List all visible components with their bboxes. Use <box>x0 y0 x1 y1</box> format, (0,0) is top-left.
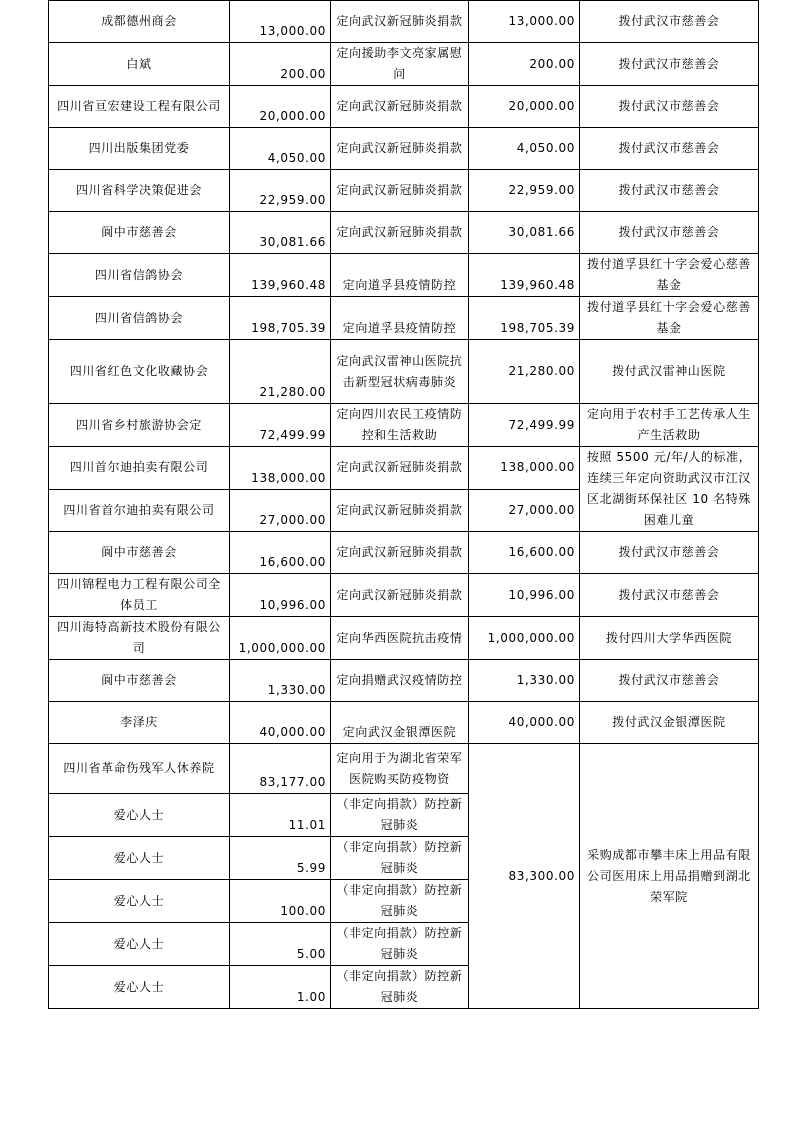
allocated-cell: 83,300.00 <box>469 744 580 1009</box>
donor-cell: 爱心人士 <box>49 923 230 966</box>
purpose-cell: 定向武汉新冠肺炎捐款 <box>331 86 469 128</box>
donor-cell: 阆中市慈善会 <box>49 660 230 702</box>
amount-cell: 30,081.66 <box>230 212 331 254</box>
destination-cell: 拨付武汉市慈善会 <box>580 212 759 254</box>
amount-cell: 21,280.00 <box>230 340 331 404</box>
table-row <box>49 660 759 702</box>
destination-cell: 拨付道孚县红十字会爱心慈善基金 <box>580 254 759 297</box>
amount-cell: 27,000.00 <box>230 489 331 532</box>
destination-cell: 拨付道孚县红十字会爱心慈善基金 <box>580 297 759 340</box>
table-row <box>49 340 759 404</box>
purpose-cell: （非定向捐款）防控新冠肺炎 <box>331 966 469 1009</box>
allocated-cell: 200.00 <box>469 43 580 86</box>
allocated-cell: 72,499.99 <box>469 404 580 447</box>
table-row <box>49 86 759 128</box>
amount-cell: 5.00 <box>230 923 331 966</box>
purpose-cell: （非定向捐款）防控新冠肺炎 <box>331 837 469 880</box>
purpose-cell: 定向四川农民工疫情防控和生活救助 <box>331 404 469 447</box>
allocated-cell: 27,000.00 <box>469 489 580 532</box>
donor-cell: 四川首尔迪拍卖有限公司 <box>49 447 230 490</box>
amount-cell: 72,499.99 <box>230 404 331 447</box>
allocated-cell: 20,000.00 <box>469 86 580 128</box>
purpose-cell: 定向道孚县疫情防控 <box>331 297 469 340</box>
purpose-cell: 定向武汉雷神山医院抗击新型冠状病毒肺炎 <box>331 340 469 404</box>
purpose-cell: 定向用于为湖北省荣军医院购买防疫物资 <box>331 744 469 794</box>
purpose-cell: 定向武汉新冠肺炎捐款 <box>331 574 469 617</box>
amount-cell: 1,330.00 <box>230 660 331 702</box>
destination-cell: 拨付武汉市慈善会 <box>580 660 759 702</box>
table-row <box>49 447 759 490</box>
table-row <box>49 404 759 447</box>
purpose-cell: （非定向捐款）防控新冠肺炎 <box>331 880 469 923</box>
purpose-cell: 定向武汉新冠肺炎捐款 <box>331 489 469 532</box>
destination-cell: 拨付武汉市慈善会 <box>580 43 759 86</box>
destination-cell: 拨付四川大学华西医院 <box>580 617 759 660</box>
amount-cell: 200.00 <box>230 43 331 86</box>
purpose-cell: 定向捐赠武汉疫情防控 <box>331 660 469 702</box>
donor-cell: 白斌 <box>49 43 230 86</box>
amount-cell: 4,050.00 <box>230 128 331 170</box>
table-row <box>49 254 759 297</box>
destination-cell: 拨付武汉市慈善会 <box>580 1 759 43</box>
donor-cell: 四川海特高新技术股份有限公司 <box>49 617 230 660</box>
amount-cell: 22,959.00 <box>230 170 331 212</box>
purpose-cell: 定向华西医院抗击疫情 <box>331 617 469 660</box>
purpose-cell: 定向援助李文亮家属慰问 <box>331 43 469 86</box>
destination-cell: 定向用于农村手工艺传承人生产生活救助 <box>580 404 759 447</box>
table-row <box>49 532 759 574</box>
purpose-cell: 定向武汉新冠肺炎捐款 <box>331 212 469 254</box>
amount-cell: 5.99 <box>230 837 331 880</box>
allocated-cell: 139,960.48 <box>469 254 580 297</box>
allocated-cell: 40,000.00 <box>469 702 580 744</box>
donor-cell: 四川省信鸽协会 <box>49 254 230 297</box>
destination-cell: 拨付武汉金银潭医院 <box>580 702 759 744</box>
donor-cell: 阆中市慈善会 <box>49 212 230 254</box>
amount-cell: 139,960.48 <box>230 254 331 297</box>
destination-cell: 采购成都市攀丰床上用品有限公司医用床上用品捐赠到湖北荣军院 <box>580 744 759 1009</box>
destination-cell: 拨付武汉市慈善会 <box>580 574 759 617</box>
purpose-cell: 定向武汉新冠肺炎捐款 <box>331 532 469 574</box>
destination-cell: 拨付武汉市慈善会 <box>580 128 759 170</box>
destination-cell: 按照 5500 元/年/人的标准，连续三年定向资助武汉市江汉区北湖街环保社区 10 名特殊困难儿童 <box>580 447 759 532</box>
table-row <box>49 744 759 794</box>
donor-cell: 四川锦程电力工程有限公司全体员工 <box>49 574 230 617</box>
purpose-cell: 定向道孚县疫情防控 <box>331 254 469 297</box>
donor-cell: 四川省红色文化收藏协会 <box>49 340 230 404</box>
amount-cell: 40,000.00 <box>230 702 331 744</box>
table-row <box>49 170 759 212</box>
donor-cell: 爱心人士 <box>49 837 230 880</box>
donor-cell: 成都德州商会 <box>49 1 230 43</box>
donor-cell: 四川省革命伤残军人休养院 <box>49 744 230 794</box>
allocated-cell: 1,330.00 <box>469 660 580 702</box>
table-row <box>49 43 759 86</box>
donor-cell: 爱心人士 <box>49 794 230 837</box>
table-row <box>49 212 759 254</box>
allocated-cell: 10,996.00 <box>469 574 580 617</box>
donor-cell: 四川出版集团党委 <box>49 128 230 170</box>
donor-cell: 四川省信鸽协会 <box>49 297 230 340</box>
donor-cell: 四川省首尔迪拍卖有限公司 <box>49 489 230 532</box>
allocated-cell: 13,000.00 <box>469 1 580 43</box>
amount-cell: 1,000,000.00 <box>230 617 331 660</box>
purpose-cell: 定向武汉金银潭医院 <box>331 702 469 744</box>
table-row <box>49 574 759 617</box>
amount-cell: 138,000.00 <box>230 447 331 490</box>
destination-cell: 拨付武汉市慈善会 <box>580 170 759 212</box>
amount-cell: 1.00 <box>230 966 331 1009</box>
donor-cell: 李泽庆 <box>49 702 230 744</box>
table-row <box>49 1 759 43</box>
allocated-cell: 21,280.00 <box>469 340 580 404</box>
allocated-cell: 1,000,000.00 <box>469 617 580 660</box>
table-row <box>49 297 759 340</box>
allocated-cell: 22,959.00 <box>469 170 580 212</box>
purpose-cell: 定向武汉新冠肺炎捐款 <box>331 128 469 170</box>
purpose-cell: （非定向捐款）防控新冠肺炎 <box>331 794 469 837</box>
allocated-cell: 4,050.00 <box>469 128 580 170</box>
donation-table <box>48 0 759 1009</box>
amount-cell: 16,600.00 <box>230 532 331 574</box>
allocated-cell: 138,000.00 <box>469 447 580 490</box>
allocated-cell: 16,600.00 <box>469 532 580 574</box>
purpose-cell: 定向武汉新冠肺炎捐款 <box>331 1 469 43</box>
purpose-cell: 定向武汉新冠肺炎捐款 <box>331 447 469 490</box>
destination-cell: 拨付武汉雷神山医院 <box>580 340 759 404</box>
donor-cell: 爱心人士 <box>49 880 230 923</box>
amount-cell: 20,000.00 <box>230 86 331 128</box>
amount-cell: 10,996.00 <box>230 574 331 617</box>
purpose-cell: 定向武汉新冠肺炎捐款 <box>331 170 469 212</box>
amount-cell: 198,705.39 <box>230 297 331 340</box>
amount-cell: 100.00 <box>230 880 331 923</box>
table-row <box>49 702 759 744</box>
amount-cell: 13,000.00 <box>230 1 331 43</box>
donor-cell: 四川省乡村旅游协会定 <box>49 404 230 447</box>
destination-cell: 拨付武汉市慈善会 <box>580 532 759 574</box>
table-row <box>49 128 759 170</box>
amount-cell: 11.01 <box>230 794 331 837</box>
allocated-cell: 30,081.66 <box>469 212 580 254</box>
donor-cell: 爱心人士 <box>49 966 230 1009</box>
donor-cell: 阆中市慈善会 <box>49 532 230 574</box>
donor-cell: 四川省科学决策促进会 <box>49 170 230 212</box>
table-row <box>49 617 759 660</box>
donor-cell: 四川省亘宏建设工程有限公司 <box>49 86 230 128</box>
destination-cell: 拨付武汉市慈善会 <box>580 86 759 128</box>
allocated-cell: 198,705.39 <box>469 297 580 340</box>
amount-cell: 83,177.00 <box>230 744 331 794</box>
purpose-cell: （非定向捐款）防控新冠肺炎 <box>331 923 469 966</box>
